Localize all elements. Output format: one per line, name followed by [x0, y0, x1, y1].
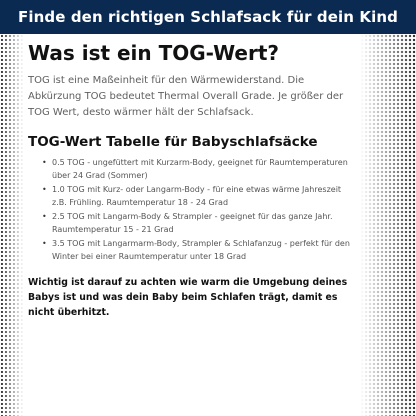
bullet-icon: • — [42, 239, 47, 248]
halftone-dots-left — [0, 34, 24, 416]
page-banner: Finde den richtigen Schlafsack für dein Kind — [0, 0, 416, 34]
halftone-dots-right — [360, 34, 416, 416]
list-item-text: 0.5 TOG - ungefüttert mit Kurzarm-Body, geeignet für Raumtemperaturen über 24 Grad (Sommer) — [52, 158, 348, 180]
intro-paragraph: TOG ist eine Maßeinheit für den Wärmewiderstand. Die Abkürzung TOG bedeutet Thermal Overall Grade. Je größer der TOG Wert, desto wärmer hält der Schlafsack. — [28, 75, 344, 118]
article-content — [24, 34, 360, 416]
bullet-icon: • — [42, 185, 47, 194]
list-item-text: 3.5 TOG mit Langarmarm-Body, Strampler & Schlafanzug - perfekt für den Winter bei einer Raumtemperatur unter 18 Grad — [52, 239, 350, 261]
bullet-icon: • — [42, 158, 47, 167]
tog-table-heading: TOG-Wert Tabelle für Babyschlafsäcke — [28, 134, 318, 150]
list-item-text: 2.5 TOG mit Langarm-Body & Strampler - geeignet für das ganze Jahr. Raumtemperatur 15 - 21 Grad — [52, 212, 333, 234]
list-item — [42, 237, 356, 263]
list-item — [42, 156, 356, 182]
important-note: Wichtig ist darauf zu achten wie warm die Umgebung deines Babys ist und was dein Baby beim Schlafen trägt, damit es nicht überhitzt. — [28, 277, 348, 318]
article-heading: Was ist ein TOG-Wert? — [28, 41, 280, 65]
bullet-icon: • — [42, 212, 47, 221]
list-item — [42, 210, 356, 236]
list-item-text: 1.0 TOG mit Kurz- oder Langarm-Body - für eine etwas wärme Jahreszeit z.B. Frühling. Raumtemperatur 18 - 24 Grad — [52, 185, 342, 207]
list-item — [42, 183, 356, 209]
tog-list — [28, 156, 356, 263]
